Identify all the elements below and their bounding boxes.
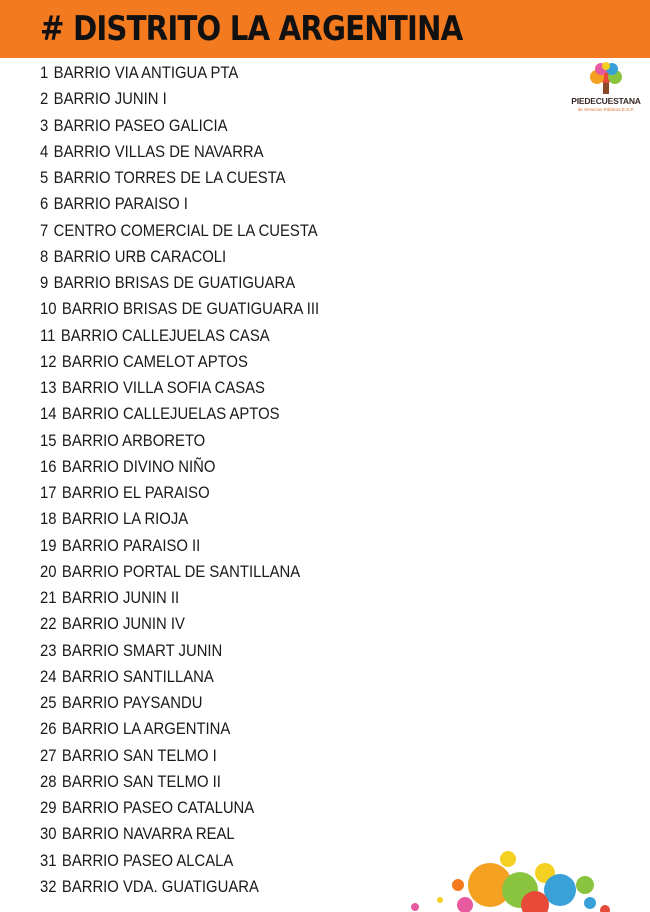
list-item [40, 795, 319, 821]
item-label: BARRIO VILLA SOFIA CASAS [61, 379, 265, 397]
list-item [40, 165, 319, 191]
item-number: 16 [40, 457, 57, 476]
item-number: 30 [40, 825, 57, 844]
item-label: BARRIO DIVINO NIÑO [61, 457, 216, 476]
item-number: 29 [40, 799, 57, 817]
item-label: BARRIO LA ARGENTINA [61, 720, 231, 739]
list-item [40, 559, 319, 585]
item-label: BARRIO SAN TELMO II [61, 772, 221, 791]
piedecuestana-logo [566, 62, 646, 116]
list-item [40, 743, 319, 769]
item-label: BARRIO VILLAS DE NAVARRA [53, 142, 264, 161]
item-number: 11 [40, 326, 56, 345]
list-item [40, 611, 319, 637]
item-label: BARRIO SANTILLANA [61, 667, 214, 686]
list-item [40, 480, 319, 506]
item-label: BARRIO JUNIN I [53, 90, 167, 109]
item-label: BARRIO CALLEJUELAS APTOS [61, 405, 280, 424]
item-label: BARRIO PASEO ALCALA [61, 851, 234, 870]
item-label: BARRIO VIA ANTIGUA PTA [53, 64, 239, 82]
list-item [40, 375, 319, 401]
item-number: 24 [40, 667, 57, 686]
list-item [40, 244, 319, 270]
list-item [40, 848, 319, 874]
item-number: 14 [40, 405, 57, 424]
item-label: BARRIO CAMELOT APTOS [61, 352, 248, 371]
list-item [40, 716, 319, 742]
list-item [40, 401, 319, 427]
item-number: 17 [40, 484, 57, 502]
page-title: # DISTRITO LA ARGENTINA [40, 9, 463, 49]
header-bar [0, 0, 650, 58]
item-number: 9 [40, 274, 49, 292]
item-number: 3 [40, 116, 49, 135]
item-number: 19 [40, 536, 57, 555]
item-label: BARRIO EL PARAISO [61, 484, 210, 502]
list-item [40, 86, 319, 112]
list-item [40, 296, 319, 322]
item-label: BARRIO URB CARACOLI [53, 247, 227, 266]
item-label: BARRIO JUNIN IV [61, 615, 185, 634]
item-label: BARRIO SAN TELMO I [61, 746, 217, 765]
item-number: 20 [40, 562, 57, 581]
item-label: BARRIO PAYSANDU [61, 694, 203, 712]
list-item [40, 454, 319, 480]
item-label: BARRIO JUNIN II [61, 589, 180, 607]
item-number: 26 [40, 720, 57, 739]
item-number: 7 [40, 221, 49, 240]
item-label: BARRIO BRISAS DE GUATIGUARA III [61, 300, 320, 319]
item-number: 27 [40, 746, 57, 765]
item-label: BARRIO CALLEJUELAS CASA [60, 326, 270, 345]
item-label: BARRIO SMART JUNIN [61, 641, 223, 660]
item-number: 2 [40, 90, 49, 109]
item-number: 10 [40, 300, 57, 319]
item-number: 5 [40, 169, 49, 187]
list-item [40, 113, 319, 139]
item-number: 13 [40, 379, 57, 397]
item-number: 22 [40, 615, 57, 634]
item-number: 8 [40, 247, 49, 266]
barrio-list [40, 60, 350, 900]
item-number: 15 [40, 431, 57, 450]
list-item [40, 874, 319, 900]
item-label: BARRIO BRISAS DE GUATIGUARA [53, 274, 296, 292]
list-item [40, 533, 319, 559]
list-item [40, 139, 319, 165]
item-label: BARRIO LA RIOJA [61, 510, 189, 529]
logo-subtitle: de Servicios Públicos E.S.P. [577, 107, 635, 112]
item-label: BARRIO TORRES DE LA CUESTA [53, 169, 286, 187]
list-item [40, 821, 319, 847]
decorative-dots-icon [400, 845, 650, 912]
list-item [40, 585, 319, 611]
item-label: BARRIO VDA. GUATIGUARA [61, 877, 259, 896]
item-label: BARRIO PASEO GALICIA [53, 116, 228, 135]
item-label: BARRIO PASEO CATALUNA [61, 799, 255, 817]
item-number: 21 [40, 589, 57, 607]
list-item [40, 428, 319, 454]
item-number: 18 [40, 510, 57, 529]
item-number: 31 [40, 851, 57, 870]
item-label: BARRIO ARBORETO [61, 431, 206, 450]
item-label: BARRIO PARAISO I [53, 195, 188, 214]
list-item [40, 218, 319, 244]
list-item [40, 349, 319, 375]
tree-logo-icon [566, 62, 646, 96]
item-label: BARRIO PORTAL DE SANTILLANA [61, 562, 301, 581]
logo-name: PIEDECUESTANA [571, 96, 641, 106]
list-item [40, 270, 319, 296]
item-label: BARRIO NAVARRA REAL [61, 825, 235, 844]
list-item [40, 60, 319, 86]
item-label: BARRIO PARAISO II [61, 536, 201, 555]
list-item [40, 506, 319, 532]
item-number: 1 [40, 64, 49, 82]
list-item [40, 191, 319, 217]
item-number: 6 [40, 195, 49, 214]
item-number: 12 [40, 352, 57, 371]
item-number: 32 [40, 877, 57, 896]
item-number: 25 [40, 694, 57, 712]
item-number: 28 [40, 772, 57, 791]
list-item [40, 664, 319, 690]
list-item [40, 323, 319, 349]
list-item [40, 690, 319, 716]
item-number: 4 [40, 142, 49, 161]
list-item [40, 638, 319, 664]
item-label: CENTRO COMERCIAL DE LA CUESTA [53, 221, 318, 240]
list-item [40, 769, 319, 795]
item-number: 23 [40, 641, 57, 660]
